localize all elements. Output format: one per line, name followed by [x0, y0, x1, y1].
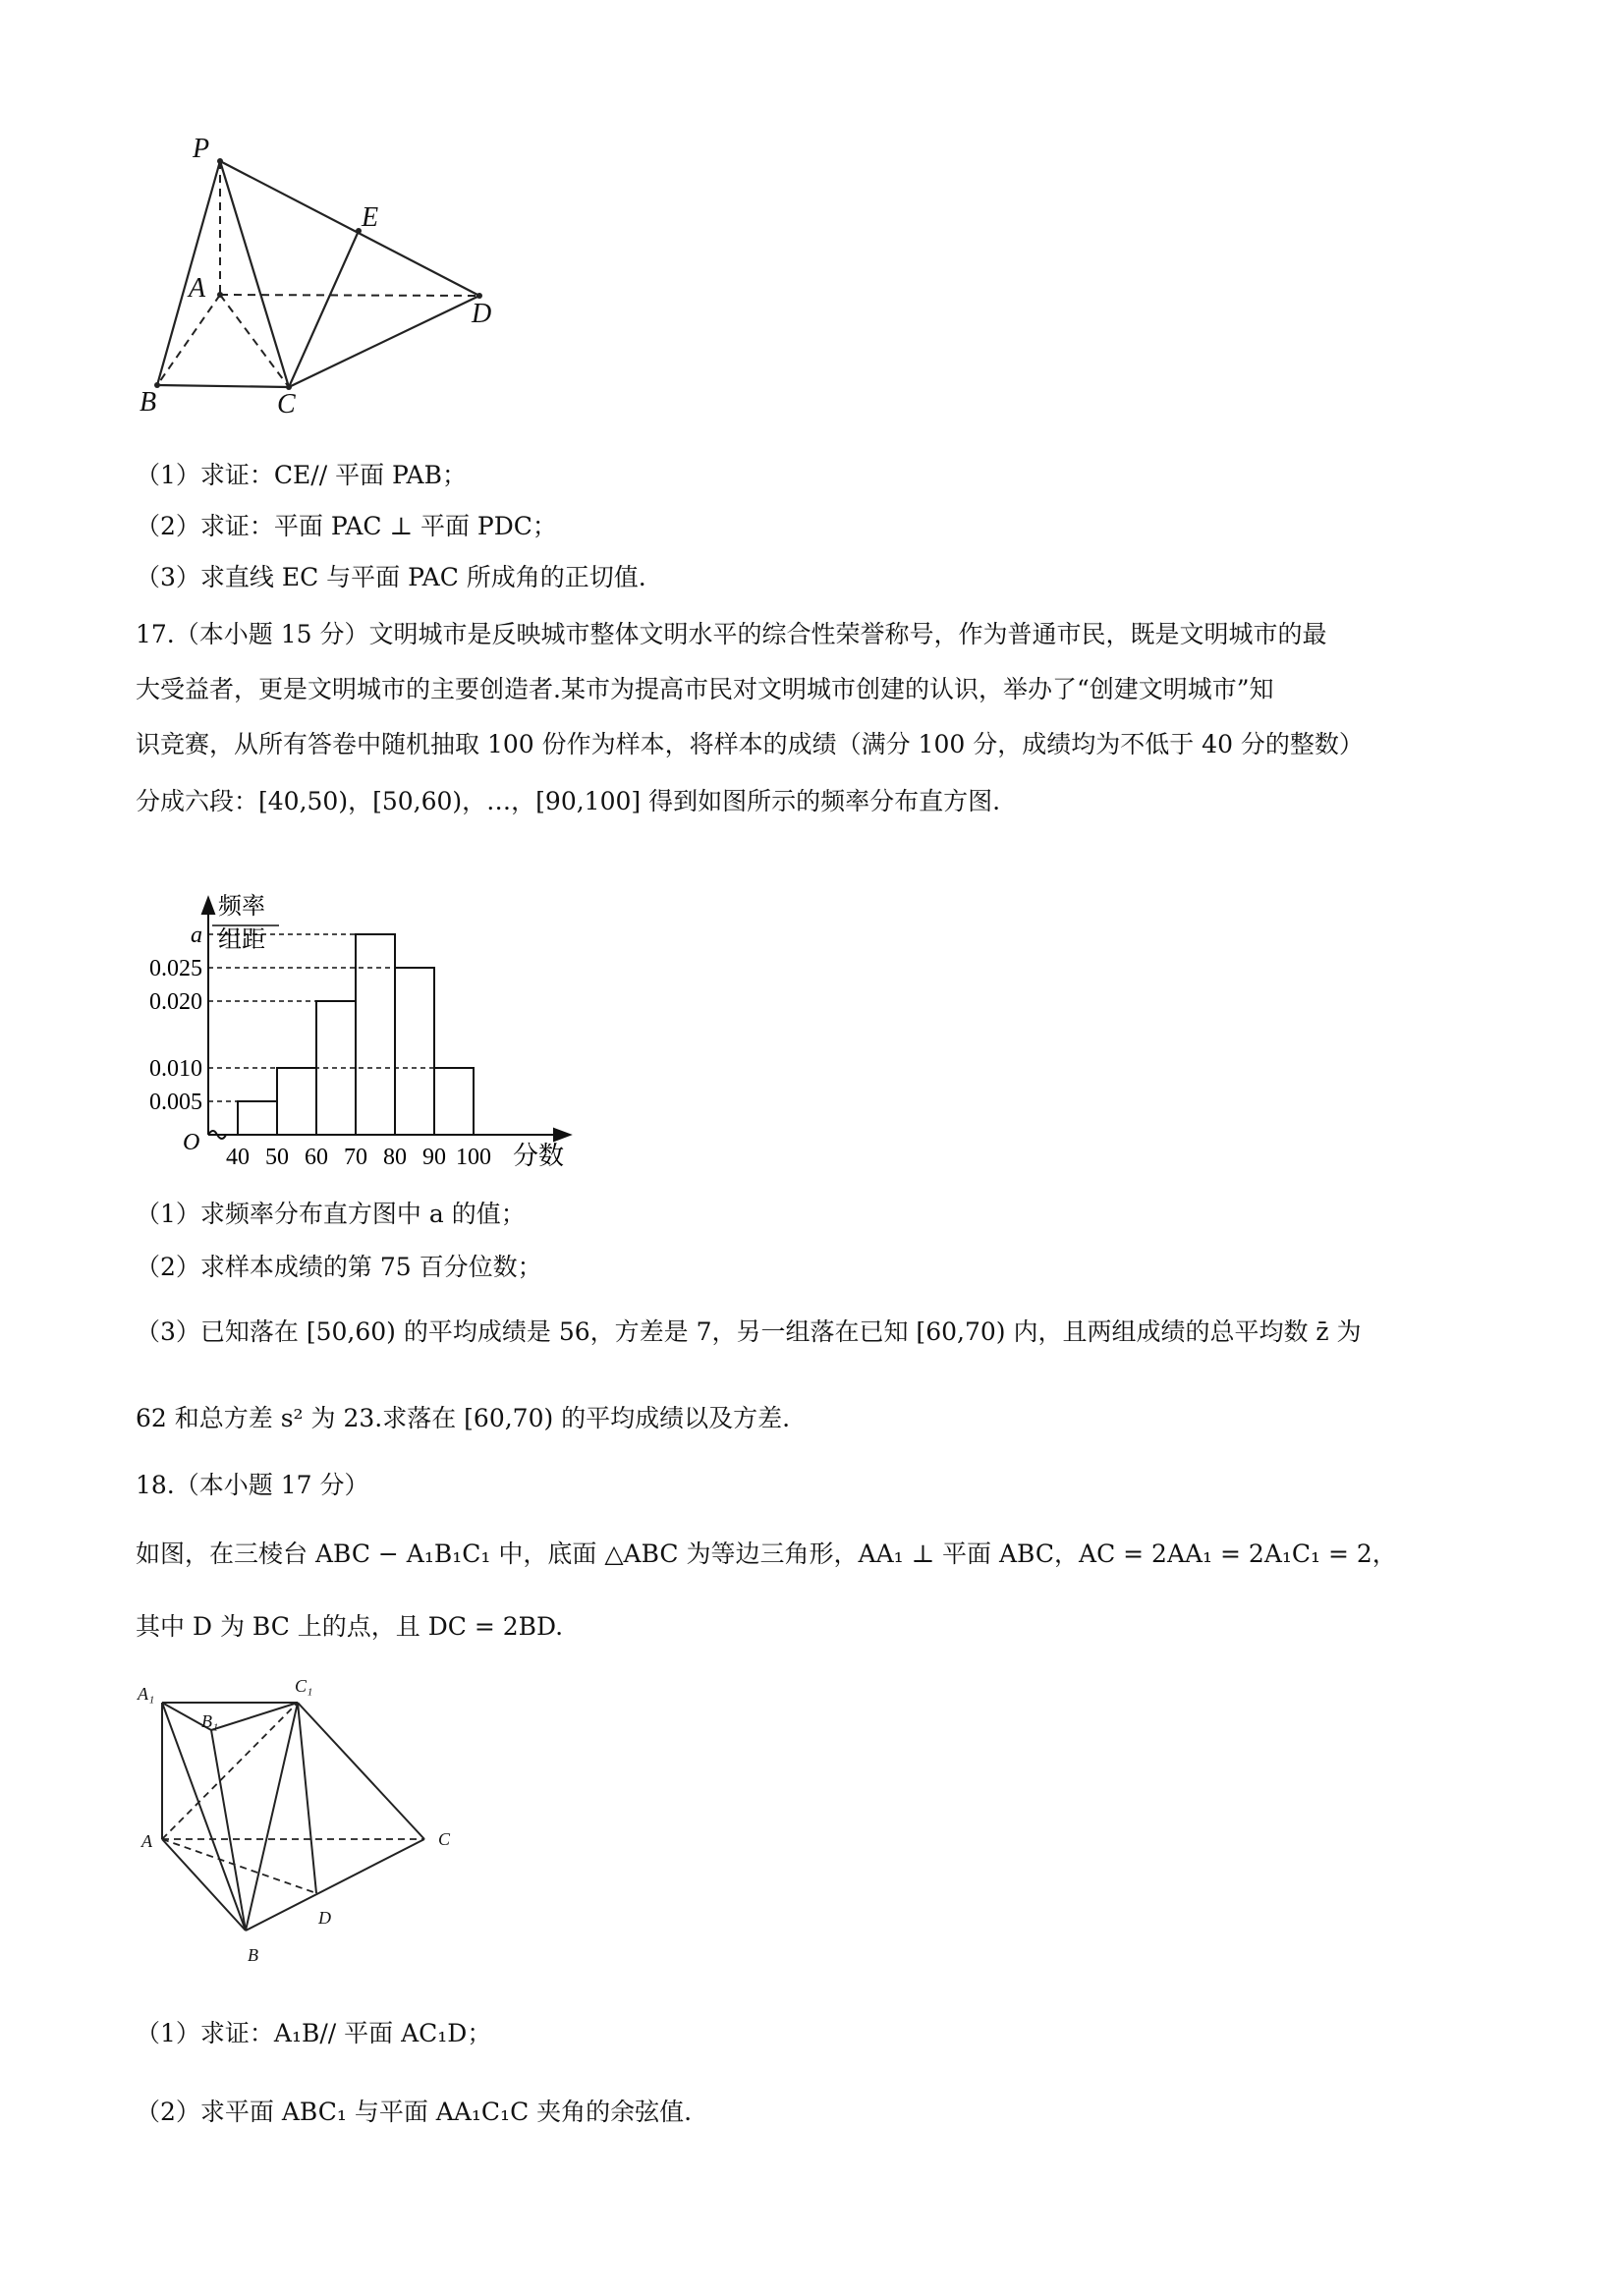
x-tick-label: 50: [265, 1145, 289, 1170]
label-c: C: [438, 1829, 451, 1849]
label-c1: C₁: [295, 1676, 313, 1696]
origin-label: O: [183, 1130, 200, 1155]
q18-part2: （2）求平面 ABC₁ 与平面 AA₁C₁C 夹角的余弦值.: [136, 2098, 693, 2126]
y-tick-label: 0.005: [149, 1090, 202, 1115]
label-a: A: [189, 273, 206, 304]
histogram-bar: [395, 968, 434, 1135]
q18-part1: （1）求证：A₁B// 平面 AC₁D；: [136, 2019, 492, 2047]
label-b1: B₁: [201, 1711, 219, 1731]
x-tick-label: 60: [305, 1145, 328, 1170]
label-e: E: [362, 202, 379, 233]
x-tick-label: 80: [383, 1145, 407, 1170]
x-tick-label: 90: [422, 1145, 446, 1170]
x-tick-label: 100: [456, 1145, 491, 1170]
q17-intro-line3: 识竞赛，从所有答卷中随机抽取 100 份作为样本，将样本的成绩（满分 100 分，成绩均为不低于 40 分的整数）: [136, 730, 1364, 758]
frustum-figure: [128, 1670, 481, 1975]
y-tick-label: a: [191, 923, 202, 948]
label-p: P: [193, 134, 210, 164]
histogram-bar: [277, 1068, 316, 1135]
q16-part3: （3）求直线 EC 与平面 PAC 所成角的正切值.: [136, 563, 646, 591]
x-tick-label: 40: [226, 1145, 250, 1170]
label-a1: A₁: [138, 1684, 155, 1704]
ylabel-bottom: 组距: [218, 927, 265, 953]
label-a: A: [141, 1831, 152, 1851]
pyramid-figure: [128, 128, 521, 422]
frequency-histogram: [128, 865, 589, 1179]
label-d: D: [318, 1908, 331, 1928]
q17-part3-line1: （3）已知落在 [50,60) 的平均成绩是 56，方差是 7，另一组落在已知 [60,70) 内，且两组成绩的总平均数 z̄ 为: [136, 1317, 1362, 1346]
q17-part3-line2: 62 和总方差 s² 为 23.求落在 [60,70) 的平均成绩以及方差.: [136, 1404, 791, 1432]
label-d: D: [472, 299, 492, 329]
q17-part1: （1）求频率分布直方图中 a 的值；: [136, 1200, 526, 1228]
y-tick-label: 0.020: [149, 989, 202, 1015]
q18-line2: 其中 D 为 BC 上的点，且 DC = 2BD.: [136, 1612, 564, 1641]
label-b: B: [140, 387, 157, 418]
histogram-bar: [356, 934, 395, 1135]
q16-part2: （2）求证：平面 PAC ⊥ 平面 PDC；: [136, 512, 557, 540]
x-tick-label: 70: [344, 1145, 367, 1170]
label-b: B: [248, 1945, 258, 1965]
q17-intro-line4: 分成六段：[40,50)，[50,60)，…，[90,100] 得到如图所示的频率分布直方图.: [136, 787, 1001, 815]
q18-line1: 如图，在三棱台 ABC − A₁B₁C₁ 中，底面 △ABC 为等边三角形，AA₁ ⊥ 平面 ABC，AC = 2AA₁ = 2A₁C₁ = 2，: [136, 1540, 1397, 1568]
y-tick-label: 0.025: [149, 956, 202, 981]
ylabel-top: 频率: [218, 894, 265, 920]
q17-part2: （2）求样本成绩的第 75 百分位数；: [136, 1253, 542, 1281]
q16-part1: （1）求证：CE// 平面 PAB；: [136, 461, 467, 489]
histogram-bar: [238, 1101, 277, 1135]
q17-intro-line2: 大受益者，更是文明城市的主要创造者.某市为提高市民对文明城市创建的认识，举办了“创建文明城市”知: [136, 675, 1274, 703]
x-axis-label: 分数: [513, 1142, 565, 1170]
q18-title: 18.（本小题 17 分）: [136, 1471, 369, 1499]
label-c: C: [277, 389, 296, 420]
y-tick-label: 0.010: [149, 1056, 202, 1082]
q17-intro-line1: 17.（本小题 15 分）文明城市是反映城市整体文明水平的综合性荣誉称号，作为普通市民，既是文明城市的最: [136, 620, 1327, 648]
histogram-bar: [434, 1068, 474, 1135]
